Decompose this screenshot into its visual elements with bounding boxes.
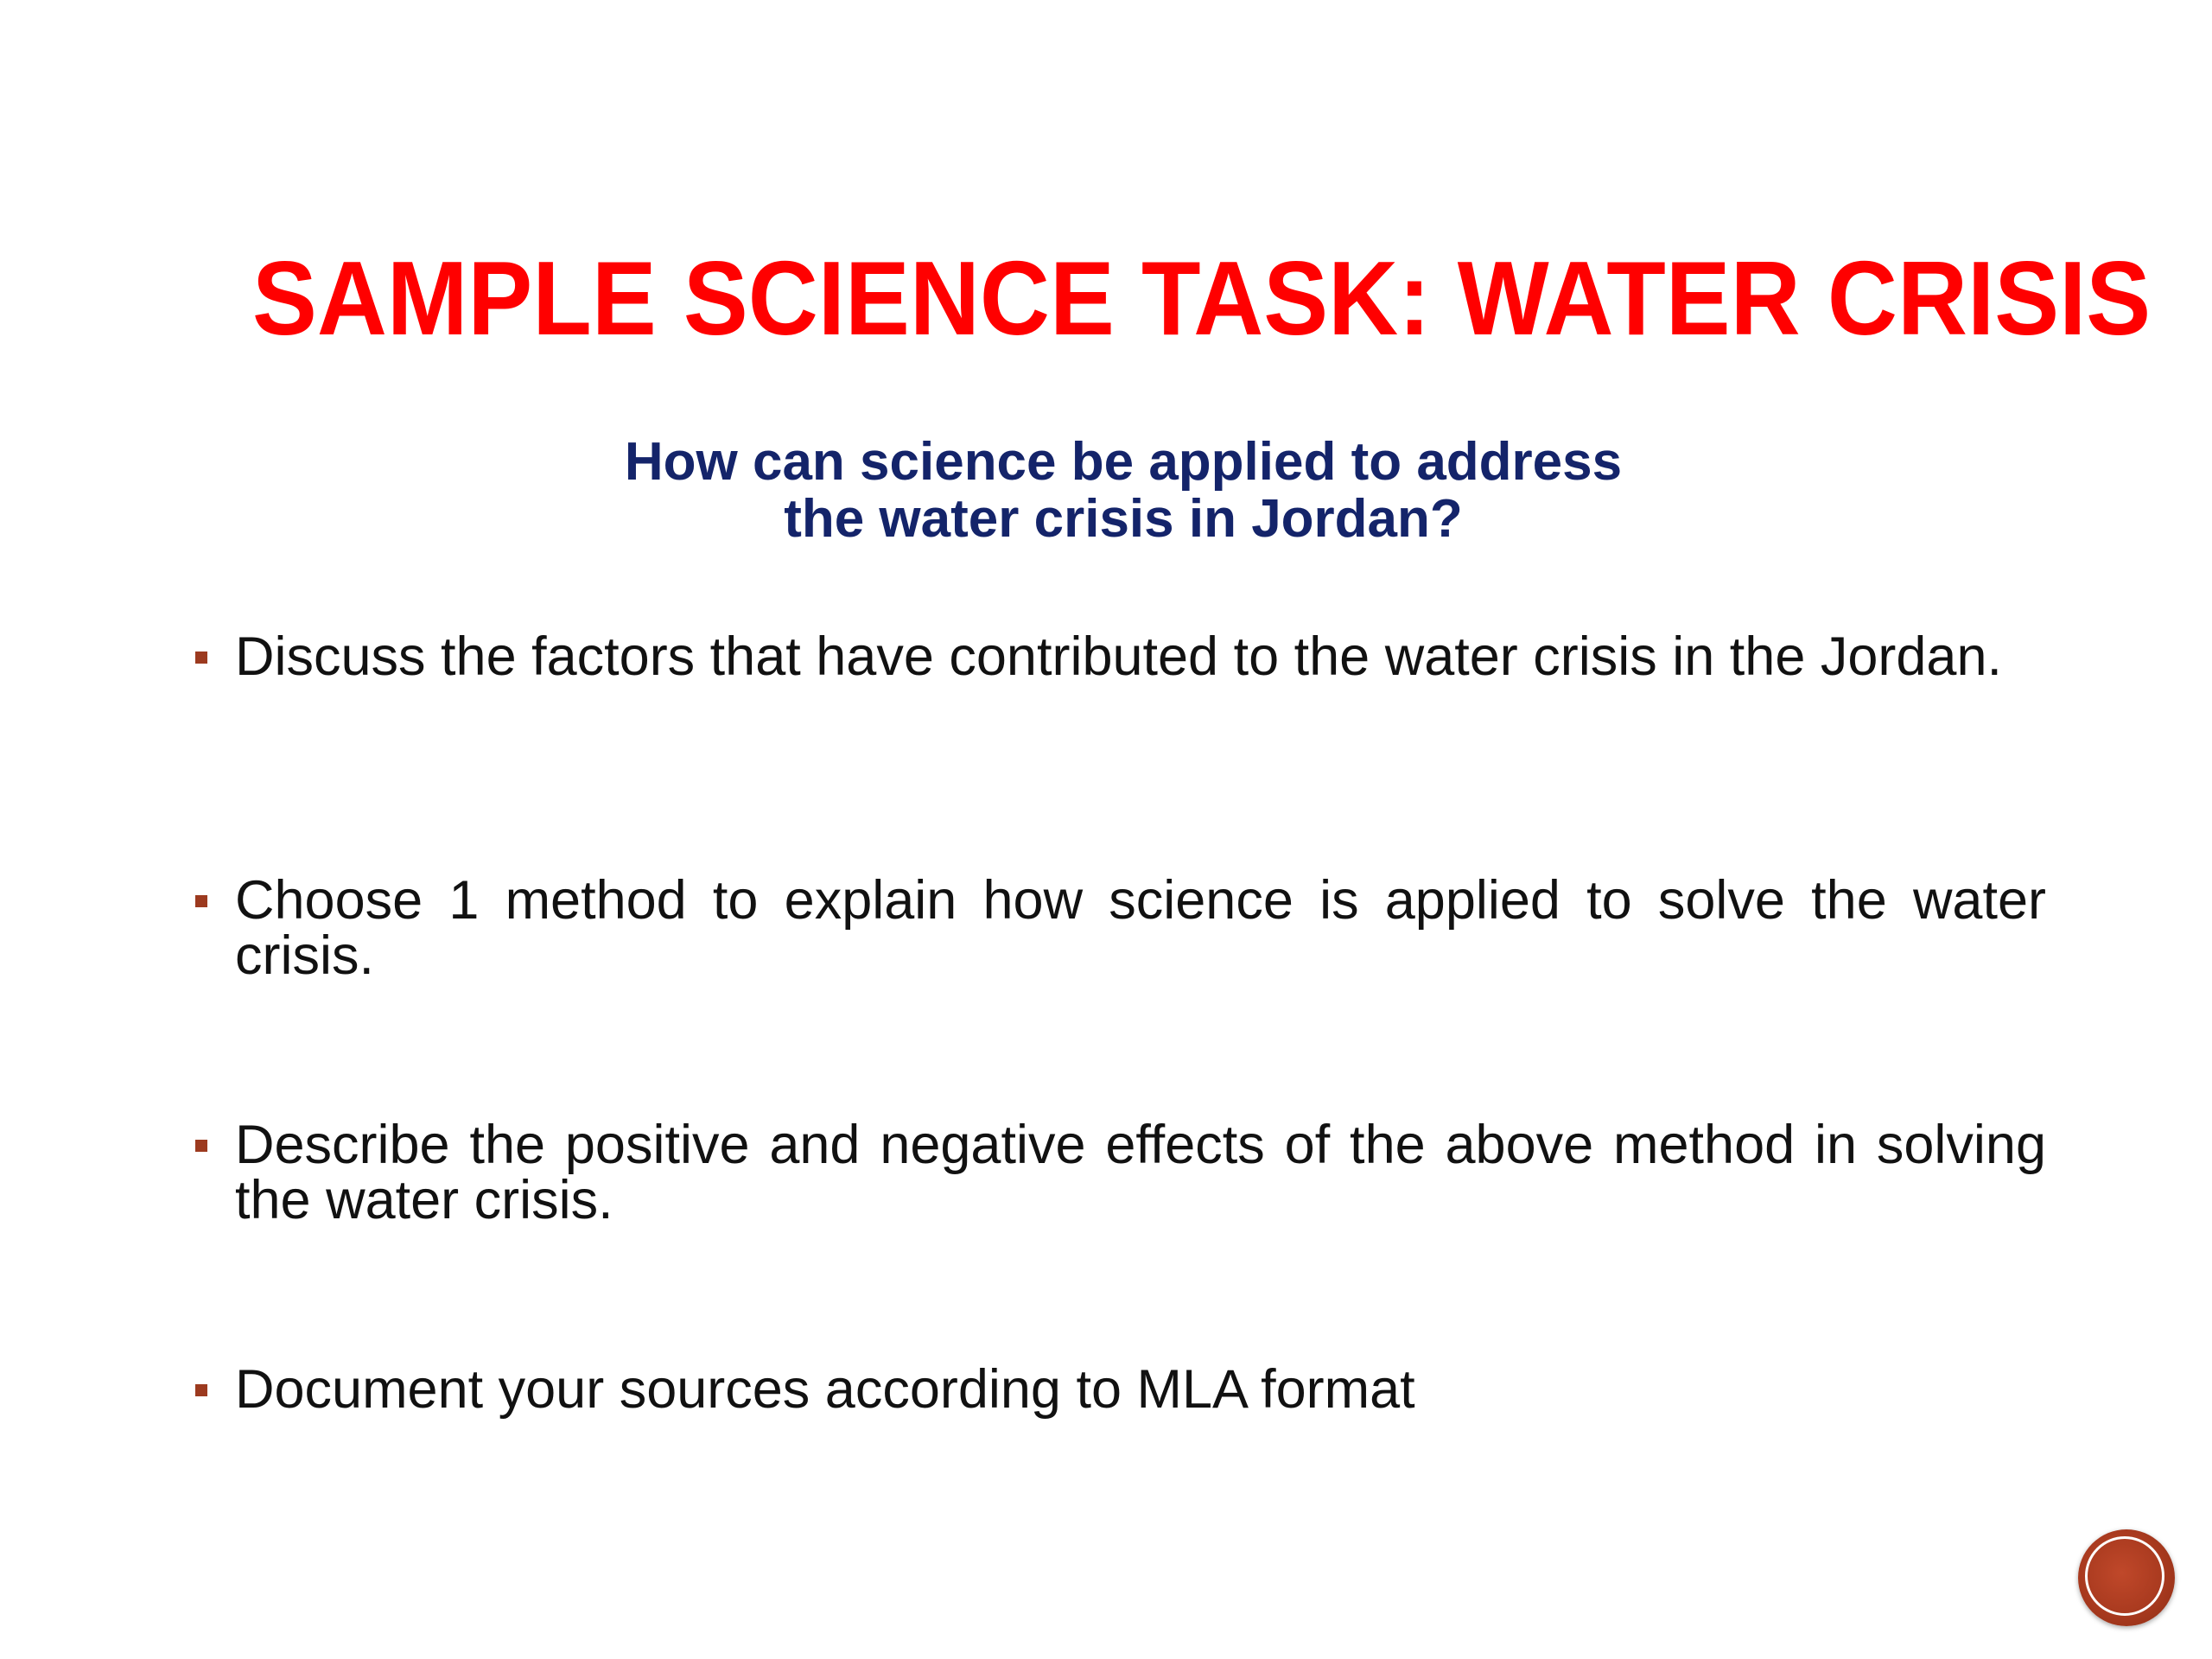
subtitle-line-1: How can science be applied to address (624, 432, 1623, 492)
bullet-text: Describe the positive and negative effects of the above method in solving the water crisis. (235, 1115, 2046, 1230)
bullet-square-icon (195, 652, 207, 664)
bullet-square-icon (195, 1384, 207, 1396)
bullet-text: Discuss the factors that have contributed to the water crisis in the Jordan. (235, 626, 2003, 687)
bullet-item (188, 626, 2046, 687)
slide-title: SAMPLE SCIENCE TASK: WATER CRISIS (252, 239, 2152, 357)
bullet-text: Document your sources according to MLA format (235, 1359, 1415, 1420)
subtitle-line-2: the water crisis in Jordan? (784, 489, 1463, 549)
bullet-square-icon (195, 1140, 207, 1152)
bullet-square-icon (195, 895, 207, 907)
slide-subtitle (432, 434, 1815, 548)
circle-button-icon[interactable] (2078, 1529, 2175, 1626)
bullet-item (188, 1359, 2046, 1420)
bullet-item (188, 1117, 2046, 1228)
bullet-text: Choose 1 method to explain how science is applied to solve the water crisis. (235, 870, 2046, 986)
bullet-item (188, 870, 2046, 986)
